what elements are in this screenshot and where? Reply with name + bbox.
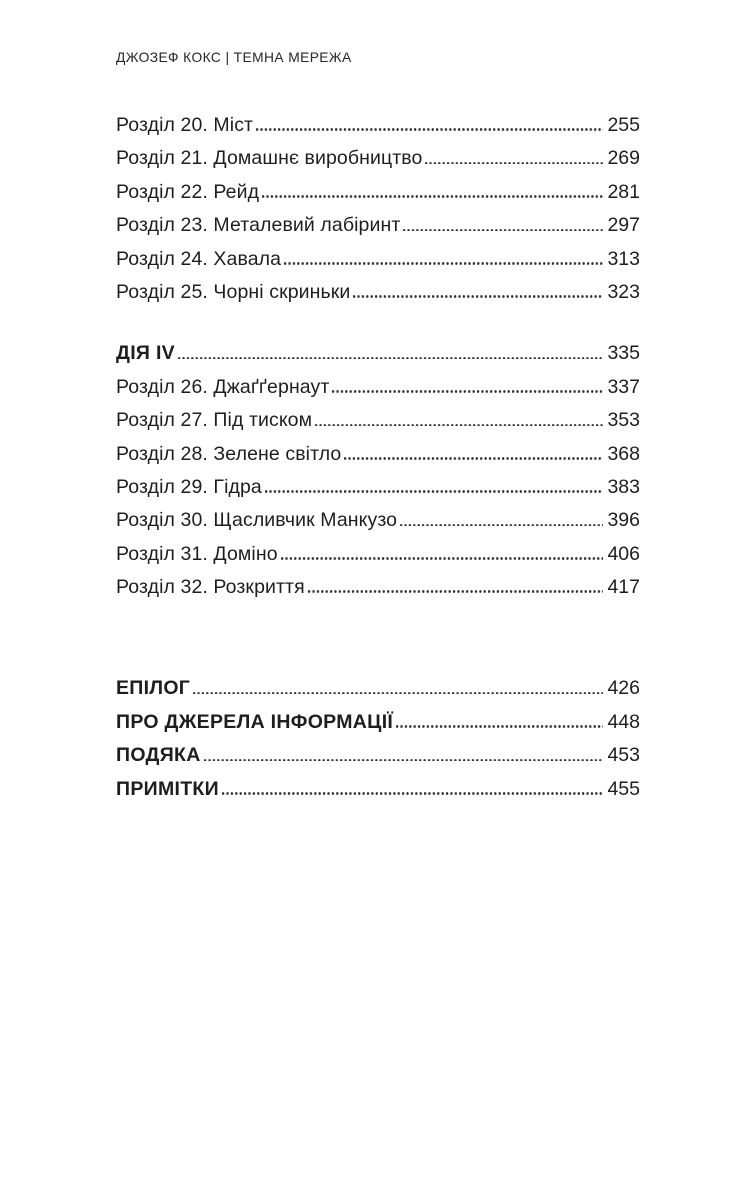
toc-entry-page: 323 (607, 280, 640, 303)
toc-entry-title: Розділ 32. Розкриття (116, 576, 305, 599)
toc-entry (116, 471, 640, 504)
toc-entry (116, 571, 640, 604)
dot-leader (284, 262, 603, 265)
toc-entry-page: 453 (607, 744, 640, 767)
toc-entry-page: 353 (607, 409, 640, 432)
toc-entry-title: Розділ 27. Під тиском (116, 409, 313, 432)
dot-leader (204, 759, 604, 762)
toc-section-act-iv (116, 337, 640, 604)
toc-entry (116, 404, 640, 437)
toc-entry (116, 538, 640, 571)
dot-leader (400, 524, 603, 527)
toc-entry-page: 417 (607, 576, 640, 599)
toc-entry (116, 109, 640, 142)
toc-entry (116, 209, 640, 242)
toc-entry-page: 368 (607, 442, 640, 465)
table-of-contents (116, 109, 640, 806)
toc-entry (116, 371, 640, 404)
toc-entry-page: 396 (607, 509, 640, 532)
toc-entry-page: 313 (607, 247, 640, 270)
toc-entry-page: 281 (607, 180, 640, 203)
dot-leader (256, 128, 603, 131)
toc-entry-title: Розділ 31. Доміно (116, 542, 278, 565)
dot-leader (396, 725, 603, 728)
toc-entry (116, 243, 640, 276)
dot-leader (403, 229, 603, 232)
dot-leader (353, 295, 603, 298)
toc-entry (116, 438, 640, 471)
toc-entry (116, 176, 640, 209)
dot-leader (222, 792, 604, 795)
toc-entry-title: Розділ 21. Домашнє виробництво (116, 147, 423, 170)
toc-entry (116, 337, 640, 370)
dot-leader (193, 692, 603, 695)
toc-entry-title: ДІЯ IV (116, 342, 175, 365)
dot-leader (262, 195, 603, 198)
toc-entry-title: ПРИМІТКИ (116, 777, 219, 800)
toc-entry-title: Розділ 29. Гідра (116, 475, 262, 498)
toc-entry (116, 504, 640, 537)
toc-entry (116, 142, 640, 175)
dot-leader (308, 590, 604, 593)
toc-entry-page: 455 (607, 777, 640, 800)
toc-entry (116, 773, 640, 806)
toc-entry-title: Розділ 23. Металевий лабіринт (116, 214, 401, 237)
toc-entry-title: Розділ 30. Щасливчик Манкузо (116, 509, 398, 532)
toc-entry-title: Розділ 24. Хавала (116, 247, 282, 270)
dot-leader (315, 424, 603, 427)
toc-entry-page: 406 (607, 542, 640, 565)
running-header: ДЖОЗЕФ КОКС | ТЕМНА МЕРЕЖА (116, 50, 352, 65)
dot-leader (332, 390, 603, 393)
dot-leader (178, 357, 603, 360)
dot-leader (265, 490, 604, 493)
toc-section-back-matter (116, 672, 640, 806)
toc-entry-page: 297 (607, 214, 640, 237)
toc-entry (116, 706, 640, 739)
toc-entry-title: Розділ 25. Чорні скриньки (116, 280, 351, 303)
toc-section-chapters-20-25 (116, 109, 640, 309)
toc-entry-title: ПОДЯКА (116, 744, 201, 767)
toc-entry-title: Розділ 20. Міст (116, 114, 254, 136)
toc-entry-title: ЕПІЛОГ (116, 677, 191, 700)
toc-entry (116, 739, 640, 772)
toc-entry-page: 448 (607, 710, 640, 733)
toc-entry-title: Розділ 22. Рейд (116, 180, 260, 203)
toc-entry-page: 269 (607, 147, 640, 170)
toc-entry-page: 255 (607, 114, 640, 136)
toc-entry-title: ПРО ДЖЕРЕЛА ІНФОРМАЦІЇ (116, 710, 394, 733)
dot-leader (344, 457, 603, 460)
dot-leader (281, 557, 604, 560)
toc-entry-page: 383 (607, 475, 640, 498)
toc-entry-title: Розділ 26. Джаґґернаут (116, 375, 330, 398)
dot-leader (425, 162, 603, 165)
toc-entry-title: Розділ 28. Зелене світло (116, 442, 342, 465)
toc-entry-page: 335 (607, 342, 640, 365)
toc-entry (116, 672, 640, 705)
toc-entry-page: 426 (607, 677, 640, 700)
toc-entry-page: 337 (607, 375, 640, 398)
toc-entry (116, 276, 640, 309)
